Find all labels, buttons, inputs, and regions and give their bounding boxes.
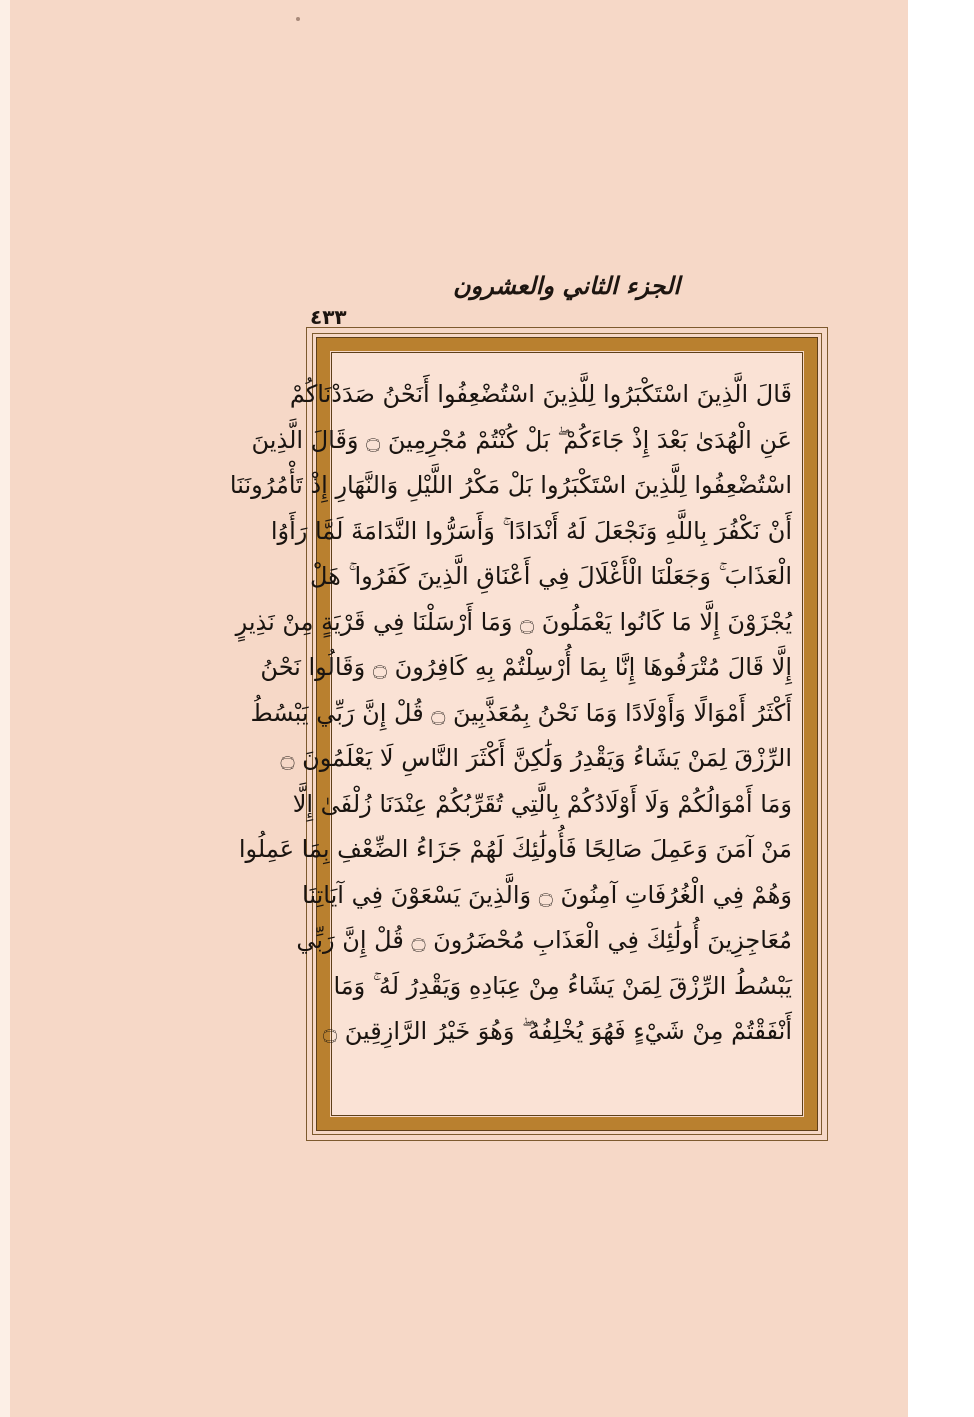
verse-line: أَكْثَرُ أَمْوَالًا وَأَوْلَادًا وَمَا نَحْنُ بِمُعَذَّبِينَ ۝ قُلْ إِنَّ رَبِّي يَبْسُطُ — [250, 698, 792, 727]
paper-speck — [296, 17, 300, 21]
verse-line: إِلَّا قَالَ مُتْرَفُوهَا إِنَّا بِمَا أُرْسِلْتُمْ بِهِ كَافِرُونَ ۝ وَقَالُوا نَحْنُ — [260, 653, 792, 681]
verse-line: وَهُمْ فِي الْغُرُفَاتِ آمِنُونَ ۝ وَالَّذِينَ يَسْعَوْنَ فِي آيَاتِنَا — [302, 880, 792, 909]
verse-line: مُعَاجِزِينَ أُولَٰئِكَ فِي الْعَذَابِ مُحْضَرُونَ ۝ قُلْ إِنَّ رَبِّي — [296, 926, 792, 954]
verse-text-block — [229, 372, 792, 1100]
verse-line: يُجْزَوْنَ إِلَّا مَا كَانُوا يَعْمَلُونَ ۝ وَمَا أَرْسَلْنَا فِي قَرْيَةٍ مِنْ نَذِيرٍ — [235, 607, 792, 636]
paper-left-edge — [0, 0, 10, 1417]
verse-line: الرِّزْقَ لِمَنْ يَشَاءُ وَيَقْدِرُ وَلَٰكِنَّ أَكْثَرَ النَّاسِ لَا يَعْلَمُونَ ۝ — [280, 744, 792, 772]
juz-title: الجزء الثاني والعشرون — [453, 272, 680, 300]
verse-line: مَنْ آمَنَ وَعَمِلَ صَالِحًا فَأُولَٰئِكَ لَهُمْ جَزَاءُ الضِّعْفِ بِمَا عَمِلُوا — [238, 835, 792, 863]
verse-line: اسْتُضْعِفُوا لِلَّذِينَ اسْتَكْبَرُوا بَلْ مَكْرُ اللَّيْلِ وَالنَّهَارِ إِذْ تَأْمُرُونَنَا — [229, 471, 792, 499]
verse-line: وَمَا أَمْوَالُكُمْ وَلَا أَوْلَادُكُمْ بِالَّتِي تُقَرِّبُكُمْ عِنْدَنَا زُلْفَىٰ إِلَّا — [292, 789, 792, 818]
verse-line: قَالَ الَّذِينَ اسْتَكْبَرُوا لِلَّذِينَ اسْتُضْعِفُوا أَنَحْنُ صَدَدْنَاكُمْ — [289, 380, 792, 408]
page-number: ٤٣٣ — [310, 305, 347, 329]
verse-line: الْعَذَابَ ۚ وَجَعَلْنَا الْأَغْلَالَ فِي أَعْنَاقِ الَّذِينَ كَفَرُوا ۚ هَلْ — [310, 562, 792, 590]
verse-line: أَنْ نَكْفُرَ بِاللَّهِ وَنَجْعَلَ لَهُ أَنْدَادًا ۚ وَأَسَرُّوا النَّدَامَةَ لَمَّا رَأَوُا — [270, 516, 792, 545]
verse-line: عَنِ الْهُدَىٰ بَعْدَ إِذْ جَاءَكُمْ ۖ بَلْ كُنْتُمْ مُجْرِمِينَ ۝ وَقَالَ الَّذِينَ — [251, 425, 792, 454]
page-margin-right — [908, 0, 974, 1417]
verse-line: أَنْفَقْتُمْ مِنْ شَيْءٍ فَهُوَ يُخْلِفُهُ ۖ وَهُوَ خَيْرُ الرَّازِقِينَ ۝ — [323, 1017, 792, 1045]
verse-line: يَبْسُطُ الرِّزْقَ لِمَنْ يَشَاءُ مِنْ عِبَادِهِ وَيَقْدِرُ لَهُ ۚ وَمَا — [333, 971, 792, 1000]
